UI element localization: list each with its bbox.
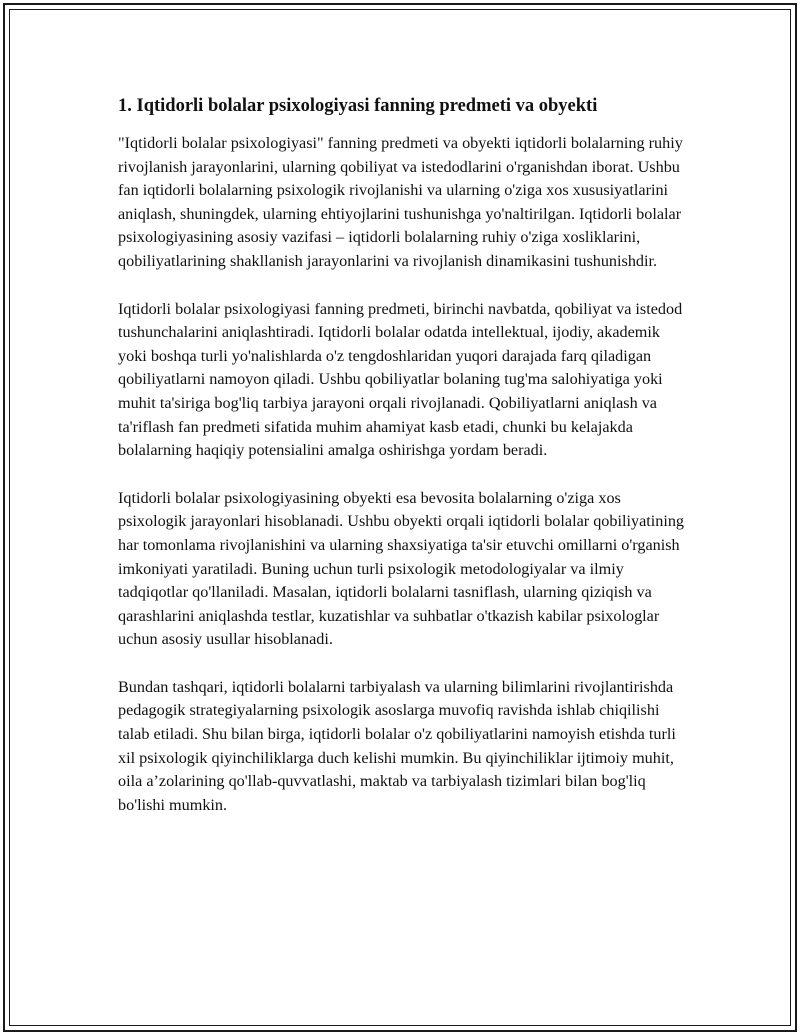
paragraph-2: Iqtidorli bolalar psixologiyasi fanning predmeti, birinchi navbatda, qobiliyat va istedod tushunchalarini aniqlashtiradi. Iqtidorli bolalar odatda intellektual, ijodiy, akademik yoki boshqa turli yo'nalishlarda o'z tengdoshlaridan yuqori darajada farq qiladigan qobiliyatlarni namoyon qiladi. Ushbu qobiliyatlar bolaning tug'ma salohiyatiga yoki muhit ta'siriga bog'liq tarbiya jarayoni orqali rivojlanadi. Qobiliyatlarni aniqlash va ta'riflash fan predmeti sifatida muhim ahamiyat kasb etadi, chunki bu kelajakda bolalarning haqiqiy potensialini amalga oshirishga yordam beradi.: [118, 299, 683, 460]
paragraph-1: "Iqtidorli bolalar psixologiyasi" fanning predmeti va obyekti iqtidorli bolalarning ruhiy rivojlanish jarayonlarini, ularning qobiliyat va istedodlarini o'rganishdan iborat. Ushbu fan iqtidorli bolalarning psixologik rivojlanishi va ularning o'ziga xos xususiyatlarini aniqlash, shuningdek, ularning ehtiyojlarini tushunishga yo'naltirilgan. Iqtidorli bolalar psixologiyasining asosiy vazifasi – iqtidorli bolalarning ruhiy o'ziga xosliklarini, qobiliyatlarining shakllanish jarayonlarini va rivojlanish dinamikasini tushunishdir.: [118, 134, 683, 270]
paragraph-4: Bundan tashqari, iqtidorli bolalarni tarbiyalash va ularning bilimlarini rivojlantirishda pedagogik strategiyalarning psixologik asoslarga muvofiq ravishda ishlab chiqilishi talab etiladi. Shu bilan birga, iqtidorli bolalar o'z qobiliyatlarini namoyish etishda turli xil psixologik qiyinchiliklarga duch kelishi mumkin. Bu qiyinchiliklar ijtimoiy muhit, oila a’zolarining qo'llab-quvvatlashi, maktab va tarbiyalash tizimlari bilan bog'liq bo'lishi mumkin.: [118, 677, 676, 814]
document-body: [118, 93, 688, 841]
section-heading: 1. Iqtidorli bolalar psixologiyasi fanning predmeti va obyekti: [118, 96, 598, 116]
paragraph-3: Iqtidorli bolalar psixologiyasining obyekti esa bevosita bolalarning o'ziga xos psixologik jarayonlari hisoblanadi. Ushbu obyekti orqali iqtidorli bolalar qobiliyatining har tomonlama rivojlanishini va ularning shaxsiyatiga ta'sir etuvchi omillarni o'rganish imkoniyati yaratiladi. Buning uchun turli psixologik metodologiyalar va ilmiy tadqiqotlar qo'llaniladi. Masalan, iqtidorli bolalarni tasniflash, ularning qiziqish va qarashlarini aniqlashda testlar, kuzatishlar va suhbatlar o'tkazish kabilar psixologlar uchun asosiy usullar hisoblanadi.: [118, 488, 685, 649]
